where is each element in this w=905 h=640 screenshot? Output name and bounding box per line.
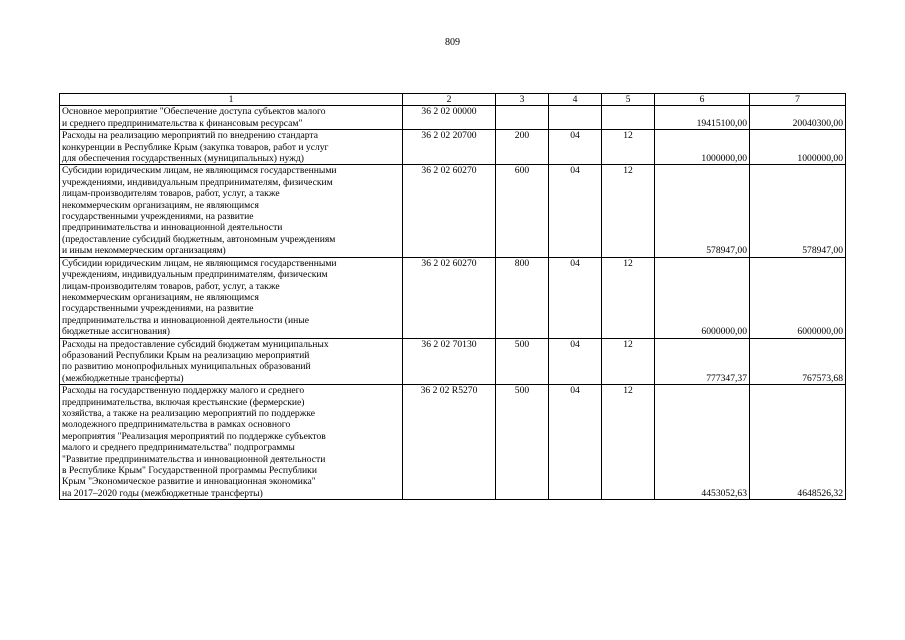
header-col-3: 3 xyxy=(496,94,549,106)
row-code: 36 2 02 20700 xyxy=(403,130,496,165)
budget-table xyxy=(59,93,846,500)
row-vr: 200 xyxy=(496,130,549,165)
row-sum-1: 777347,37 xyxy=(655,338,750,385)
row-vr xyxy=(496,106,549,130)
row-pr: 12 xyxy=(602,165,655,257)
row-sum-2: 767573,68 xyxy=(750,338,846,385)
row-sum-1: 1000000,00 xyxy=(655,130,750,165)
row-code: 36 2 02 R5270 xyxy=(403,385,496,500)
page-number: 809 xyxy=(445,37,460,48)
row-sum-2: 6000000,00 xyxy=(750,257,846,338)
header-col-7: 7 xyxy=(750,94,846,106)
row-rz: 04 xyxy=(549,165,602,257)
table-row xyxy=(60,385,846,500)
row-sum-1: 19415100,00 xyxy=(655,106,750,130)
header-row xyxy=(60,94,846,106)
row-pr: 12 xyxy=(602,257,655,338)
row-sum-1: 578947,00 xyxy=(655,165,750,257)
row-pr: 12 xyxy=(602,130,655,165)
row-rz: 04 xyxy=(549,257,602,338)
row-vr: 500 xyxy=(496,385,549,500)
row-sum-2: 20040300,00 xyxy=(750,106,846,130)
header-col-1: 1 xyxy=(60,94,403,106)
row-rz: 04 xyxy=(549,338,602,385)
row-name: Основное мероприятие "Обеспечение доступа субъектов малого и среднего предпринимательства к финансовым ресурсам" xyxy=(60,106,403,130)
header-col-2: 2 xyxy=(403,94,496,106)
row-vr: 800 xyxy=(496,257,549,338)
row-code: 36 2 02 70130 xyxy=(403,338,496,385)
table-row xyxy=(60,165,846,257)
row-name: Расходы на реализацию мероприятий по внедрению стандарта конкуренции в Республике Крым (закупка товаров, работ и услуг для обеспечения государственных (муниципальных) нужд) xyxy=(60,130,403,165)
row-vr: 600 xyxy=(496,165,549,257)
header-col-5: 5 xyxy=(602,94,655,106)
header-col-4: 4 xyxy=(549,94,602,106)
row-sum-1: 4453052,63 xyxy=(655,385,750,500)
row-rz: 04 xyxy=(549,385,602,500)
table-row xyxy=(60,130,846,165)
row-sum-1: 6000000,00 xyxy=(655,257,750,338)
row-vr: 500 xyxy=(496,338,549,385)
row-pr: 12 xyxy=(602,338,655,385)
row-sum-2: 578947,00 xyxy=(750,165,846,257)
table-row xyxy=(60,338,846,385)
row-pr xyxy=(602,106,655,130)
row-code: 36 2 02 60270 xyxy=(403,165,496,257)
row-rz: 04 xyxy=(549,130,602,165)
row-name: Расходы на предоставление субсидий бюджетам муниципальных образований Республики Крым на реализацию мероприятий по развитию монопрофильных муниципальных образований (межбюджетные трансферты) xyxy=(60,338,403,385)
row-pr: 12 xyxy=(602,385,655,500)
table-row xyxy=(60,106,846,130)
row-code: 36 2 02 60270 xyxy=(403,257,496,338)
row-name: Расходы на государственную поддержку малого и среднего предпринимательства, включая крестьянские (фермерские) хозяйства, а также на реализацию мероприятий по поддержке молодежного предпринимательства в рамках основного мероприятия "Реализация мероприятий по поддержке субъектов малого и среднего предпринимательства" подпрограммы "Развитие предпринимательства и инновационной деятельности в Республике Крым" Государственной программы Республики Крым "Экономическое развитие и инновационная экономика" на 2017–2020 годы (межбюджетные трансферты) xyxy=(60,385,403,500)
table-row xyxy=(60,257,846,338)
row-sum-2: 4648526,32 xyxy=(750,385,846,500)
row-code: 36 2 02 00000 xyxy=(403,106,496,130)
row-sum-2: 1000000,00 xyxy=(750,130,846,165)
row-name: Субсидии юридическим лицам, не являющимся государственными учреждениям, индивидуальным предпринимателям, физическим лицам-производителям товаров, работ, услуг, а также некоммерческим организациям, не являющимся государственными учреждениями, на развитие предпринимательства и инновационной деятельности (иные бюджетные ассигнования) xyxy=(60,257,403,338)
row-name: Субсидии юридическим лицам, не являющимся государственными учреждениями, индивидуальным предпринимателям, физическим лицам-производителям товаров, работ, услуг, а также некоммерческим организациям, не являющимся государственными учреждениями, на развитие предпринимательства и инновационной деятельности (предоставление субсидий бюджетным, автономным учреждениям и иным некоммерческим организациям) xyxy=(60,165,403,257)
header-col-6: 6 xyxy=(655,94,750,106)
row-rz xyxy=(549,106,602,130)
